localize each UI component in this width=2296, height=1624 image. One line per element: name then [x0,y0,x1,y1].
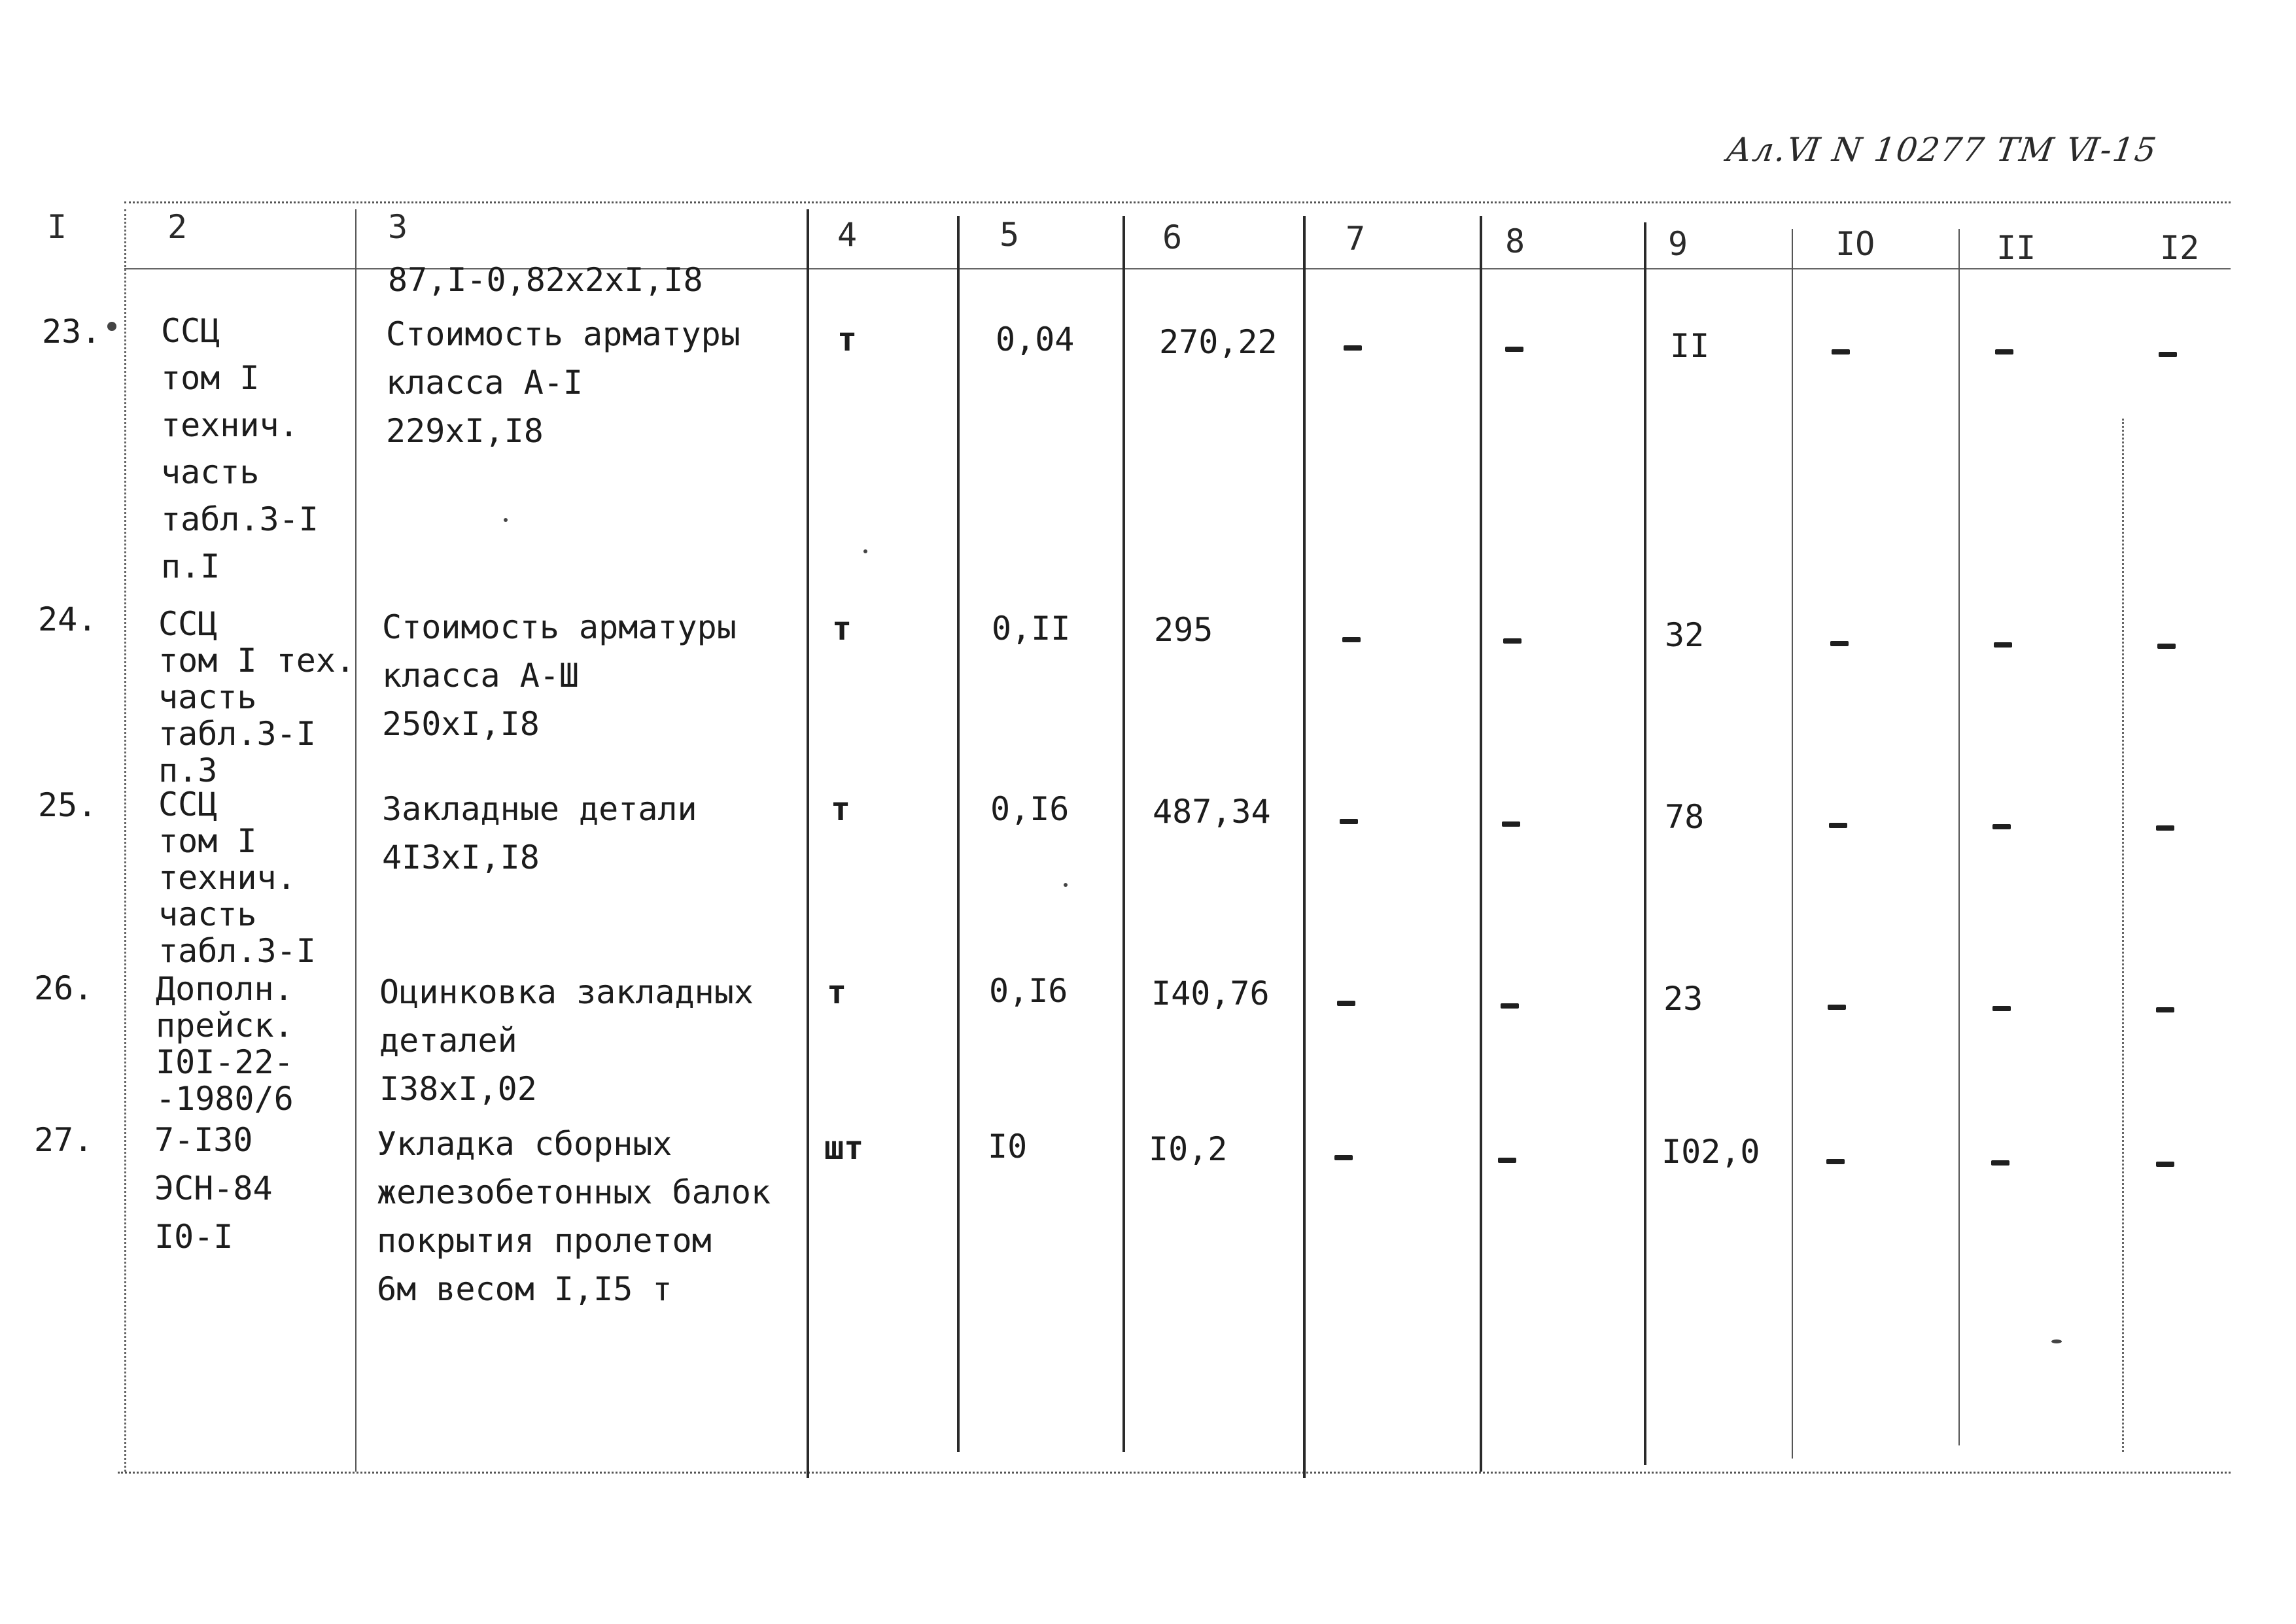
row-number: 26. [34,969,94,1007]
header-col-9: 9 [1668,225,1688,263]
row-quantity: 0,04 [996,320,1075,358]
column-divider-2 [355,209,357,1472]
dash-col11 [1992,1006,2011,1011]
row-basis: ССЦ том I технич. часть табл.3-I п.I [161,312,319,585]
row-description: Закладные детали 4I3xI,I8 [382,790,697,876]
row-number: 24. [38,600,97,638]
row-basis: ССЦ том I технич. часть табл.3-I [158,786,316,970]
dash-col8 [1501,1003,1519,1009]
row-unit: т [837,320,858,358]
dash-col8 [1498,1158,1516,1163]
dash-col11 [1995,349,2013,354]
dash-col11 [1992,824,2011,829]
column-divider-6 [1303,216,1306,1478]
dash-col10 [1830,641,1849,646]
dash-col7 [1334,1155,1353,1160]
row-description: Оцинковка закладных деталей I38xI,02 [379,973,754,1108]
row-number: 25. [38,786,97,824]
dash-col10 [1828,1005,1846,1010]
table-bottom-border [118,1472,2231,1474]
row-basis: ССЦ том I тех. часть табл.3-I п.3 [158,605,356,789]
dash-col12 [2156,825,2174,831]
row-quantity: 0,I6 [989,972,1068,1010]
row-price: 270,22 [1159,323,1278,361]
column-divider-11 [2122,419,2124,1452]
carryover-formula: 87,I-0,82x2xI,I8 [388,261,703,299]
header-col-2: 2 [167,208,188,246]
header-col-7: 7 [1346,220,1366,258]
header-col-12: I2 [2160,229,2200,267]
dash-col12 [2157,644,2176,649]
dash-col8 [1505,347,1523,352]
row-number: 27. [34,1121,94,1159]
dash-col7 [1340,819,1358,824]
row-total: 78 [1665,798,1705,836]
header-col-3: 3 [388,208,408,246]
row-price: I40,76 [1151,975,1270,1012]
dash-col7 [1337,1001,1355,1006]
table-top-border [124,201,2231,203]
row-unit: т [832,610,852,648]
column-divider-5 [1122,216,1125,1452]
row-basis: Дополн. прейск. I0I-22- -1980/6 [156,970,294,1118]
row-description: Стоимость арматуры класса А-I 229xI,I8 [386,315,740,450]
row-total: I02,0 [1661,1133,1760,1171]
scan-speck [504,518,508,522]
dash-col12 [2156,1007,2174,1012]
header-col-1: I [47,208,67,246]
dash-col11 [1991,1160,2009,1166]
row-price: I0,2 [1149,1130,1228,1168]
scan-speck [863,549,867,553]
column-divider-7 [1480,216,1482,1472]
header-col-4: 4 [837,216,858,254]
dash-col8 [1502,821,1520,827]
dash-col10 [1826,1159,1845,1164]
dash-col11 [1994,642,2012,648]
header-col-11: II [1996,229,2036,267]
row-total: 23 [1663,980,1703,1018]
row-total: 32 [1665,616,1705,654]
header-col-10: IO [1835,225,1875,263]
row-unit: шт [824,1129,864,1167]
dash-col7 [1342,637,1361,642]
row-unit: т [831,790,851,828]
row-quantity: I0 [988,1128,1028,1166]
header-col-8: 8 [1505,222,1525,260]
row-unit: т [827,973,847,1011]
scan-speck [107,322,116,331]
dash-col8 [1503,638,1522,644]
header-col-6: 6 [1162,218,1183,256]
header-col-5: 5 [1000,216,1020,254]
scan-speck [1064,883,1068,887]
column-divider-3 [807,209,809,1478]
column-divider-10 [1958,229,1960,1445]
dash-col10 [1832,349,1850,354]
column-divider-1 [124,209,126,1472]
row-description: Укладка сборных железобетонных балок покрытия пролетом 6м весом I,I5 т [377,1125,771,1308]
scan-speck [2051,1339,2062,1343]
row-number: 23. [42,313,101,351]
row-quantity: 0,I6 [990,790,1070,828]
dash-col12 [2156,1162,2174,1167]
handwritten-reference-note: Ал.Ⅵ N 10277 ТМ Ⅵ-15 [1724,131,2160,169]
column-divider-8 [1644,222,1646,1465]
dash-col12 [2159,352,2177,357]
row-quantity: 0,II [992,610,1071,648]
column-divider-4 [957,216,960,1452]
row-basis: 7-I30 ЭСН-84 I0-I [154,1121,273,1256]
column-divider-9 [1792,229,1793,1459]
row-price: 295 [1154,611,1213,649]
dash-col10 [1829,823,1847,828]
row-total: II [1670,327,1710,365]
row-price: 487,34 [1153,793,1271,831]
row-description: Стоимость арматуры класса А-Ш 250xI,I8 [382,608,737,743]
dash-col7 [1344,345,1362,351]
